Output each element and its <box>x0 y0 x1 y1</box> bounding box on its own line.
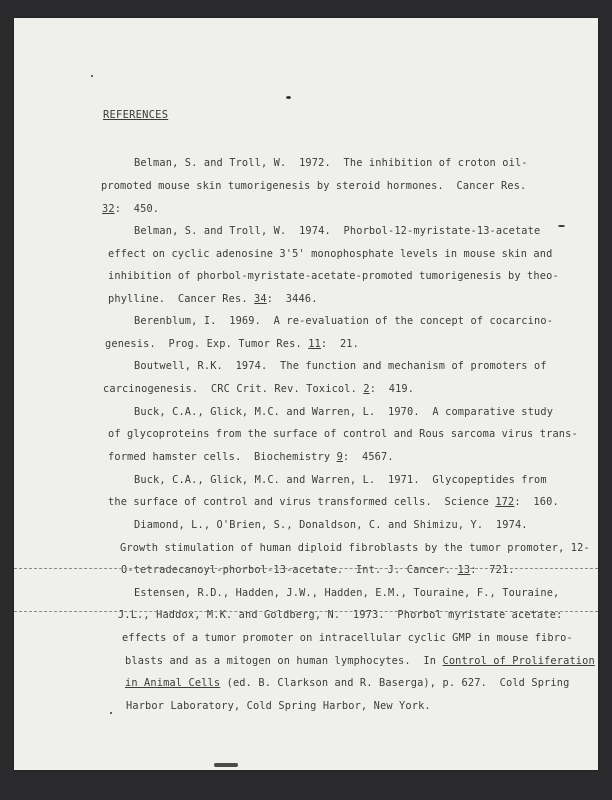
reference-text: : 160. <box>514 496 559 508</box>
reference-8-line-5 <box>125 677 569 689</box>
reference-2-line-3 <box>108 270 559 282</box>
paper-smudge <box>214 763 238 767</box>
reference-underlined-text: 172 <box>495 496 515 508</box>
fold-line <box>14 611 598 612</box>
reference-text: the surface of control and virus transformed cells. Science <box>108 496 496 508</box>
reference-underlined-text: 9 <box>336 451 343 463</box>
reference-7-line-2 <box>120 542 590 554</box>
reference-text: carcinogenesis. CRC Crit. Rev. Toxicol. <box>103 383 364 395</box>
reference-2-line-2 <box>108 248 552 260</box>
reference-text: blasts and as a mitogen on human lymphocytes. In <box>125 655 443 667</box>
reference-text: genesis. Prog. Exp. Tumor Res. <box>105 338 309 350</box>
reference-2-line-1 <box>134 225 540 237</box>
reference-text: Buck, C.A., Glick, M.C. and Warren, L. 1970. A comparative study <box>134 406 554 418</box>
reference-text: Belman, S. and Troll, W. 1972. The inhibition of croton oil- <box>134 157 528 169</box>
reference-text: Growth stimulation of human diploid fibroblasts by the tumor promoter, 12- <box>120 542 590 554</box>
paper-speck <box>286 96 291 99</box>
reference-text: : 4567. <box>342 451 394 463</box>
reference-underlined-text: 34 <box>254 293 267 305</box>
reference-text: : 3446. <box>266 293 318 305</box>
reference-underlined-text: 2 <box>363 383 370 395</box>
reference-text: Estensen, R.D., Hadden, J.W., Hadden, E.M., Touraine, F., Touraine, <box>134 587 560 599</box>
reference-2-line-4 <box>108 293 318 305</box>
page-heading: REFERENCES <box>103 109 169 121</box>
reference-5-line-3 <box>108 451 394 463</box>
reference-text: Belman, S. and Troll, W. 1974. Phorbol-12-myristate-13-acetate <box>134 225 541 237</box>
reference-4-line-1 <box>134 360 547 372</box>
reference-text: phylline. Cancer Res. <box>108 293 255 305</box>
reference-6-line-2 <box>108 496 559 508</box>
reference-1-line-2 <box>101 180 526 192</box>
paper-speck <box>91 75 93 77</box>
reference-text: Diamond, L., O'Brien, S., Donaldson, C. and Shimizu, Y. 1974. <box>134 519 528 531</box>
reference-5-line-2 <box>108 428 578 440</box>
reference-1-line-3 <box>102 203 159 215</box>
reference-text: inhibition of phorbol-myristate-acetate-promoted tumorigenesis by theo- <box>108 270 559 282</box>
reference-text: of glycoproteins from the surface of control and Rous sarcoma virus trans- <box>108 428 578 440</box>
reference-text: J.L., Haddox, M.K. and Goldberg, N. 1973. Phorbol myristate acetate: <box>118 609 563 621</box>
reference-text: : 450. <box>114 203 160 215</box>
reference-text: effect on cyclic adenosine 3'5' monophosphate levels in mouse skin and <box>108 248 553 260</box>
reference-text: Buck, C.A., Glick, M.C. and Warren, L. 1971. Glycopeptides from <box>134 474 547 486</box>
reference-1-line-1 <box>134 157 528 169</box>
reference-8-line-1 <box>134 587 559 599</box>
reference-8-line-4 <box>125 655 595 667</box>
reference-text: promoted mouse skin tumorigenesis by steroid hormones. Cancer Res. <box>101 180 527 192</box>
reference-4-line-2 <box>103 383 414 395</box>
reference-text: : 21. <box>320 338 359 350</box>
reference-underlined-text: Control of Proliferation <box>442 655 595 667</box>
reference-underlined-text: 32 <box>102 203 115 215</box>
reference-text: (ed. B. Clarkson and R. Baserga), p. 627. Cold Spring <box>220 677 570 689</box>
reference-8-line-3 <box>122 632 573 644</box>
fold-line <box>14 568 598 569</box>
reference-text: formed hamster cells. Biochemistry <box>108 451 337 463</box>
reference-underlined-text: 13 <box>457 564 471 576</box>
reference-3-line-1 <box>134 315 553 327</box>
reference-text: Berenblum, I. 1969. A re-evaluation of the concept of cocarcino- <box>134 315 554 327</box>
reference-7-line-3 <box>121 564 515 576</box>
reference-text: : 721. <box>470 564 515 576</box>
reference-text: Boutwell, R.K. 1974. The function and mechanism of promoters of <box>134 360 547 372</box>
document-page <box>14 18 598 770</box>
reference-text: effects of a tumor promoter on intracellular cyclic GMP in mouse fibro- <box>122 632 573 644</box>
reference-8-line-6 <box>126 700 431 712</box>
reference-6-line-1 <box>134 474 547 486</box>
reference-3-line-2 <box>105 338 359 350</box>
reference-underlined-text: 11 <box>308 338 321 350</box>
reference-5-line-1 <box>134 406 553 418</box>
paper-speck <box>558 225 565 227</box>
reference-text: Harbor Laboratory, Cold Spring Harbor, New York. <box>126 700 431 712</box>
reference-text: : 419. <box>369 383 415 395</box>
reference-text: O-tetradecanoyl-phorbol-13-acetate. Int. J. Cancer. <box>121 564 458 576</box>
reference-underlined-text: in Animal Cells <box>125 677 221 689</box>
paper-speck <box>110 712 112 714</box>
reference-7-line-1 <box>134 519 528 531</box>
